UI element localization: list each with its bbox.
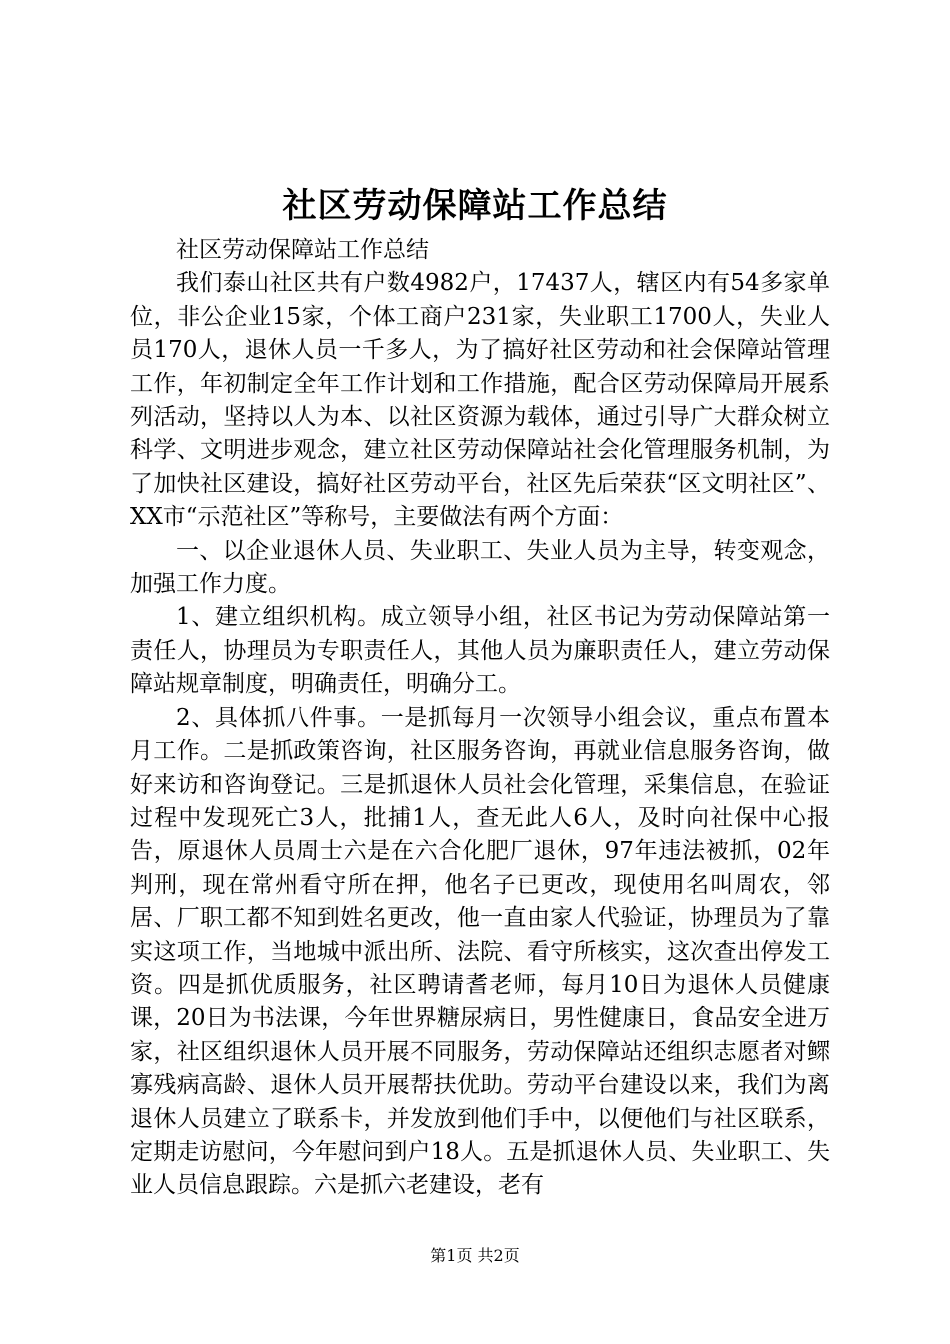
- paragraph-intro: 我们泰山社区共有户数4982户，17437人，辖区内有54多家单位，非公企业15家，个体工商户231家，失业职工1700人，失业人员170人，退休人员一千多人，为了搞好社区劳动和社会保障站管理工作，年初制定全年工作计划和工作措施，配合区劳动保障局开展系列活动，坚持以人为本、以社区资源为载体，通过引导广大群众树立科学、文明进步观念，建立社区劳动保障站社会化管理服务机制，为了加快社区建设，搞好社区劳动平台，社区先后荣获“区文明社区”、XX市“示范社区”等称号，主要做法有两个方面：: [130, 270, 830, 531]
- document-title: 社区劳动保障站工作总结: [282, 186, 668, 226]
- page-footer: 第1页 共2页: [430, 1246, 520, 1265]
- paragraph-subtitle: 社区劳动保障站工作总结: [176, 237, 429, 263]
- paragraph-item-two: 2、具体抓八件事。一是抓每月一次领导小组会议，重点布置本月工作。二是抓政策咨询，社区服务咨询，再就业信息服务咨询，做好来访和咨询登记。三是抓退休人员社会化管理，采集信息，在验证过程中发现死亡3人，批捕1人，查无此人6人，及时向社保中心报告，原退休人员周士六是在六合化肥厂退休，97年违法被抓，02年判刑，现在常州看守所在押，他名子已更改，现使用名叫周农，邻居、厂职工都不知到姓名更改，他一直由家人代验证，协理员为了靠实这项工作，当地城中派出所、法院、看守所核实，这次查出停发工资。四是抓优质服务，社区聘请耆老师，每月10日为退休人员健康课，20日为书法课，今年世界糖尿病日，男性健康日，食品安全进万家，社区组织退休人员开展不同服务，劳动保障站还组织志愿者对鳏寡残病高龄、退休人员开展帮扶优助。劳动平台建设以来，我们为离退休人员建立了联系卡，并发放到他们手中，以便他们与社区联系，定期走访慰问，今年慰问到户18人。五是抓退休人员、失业职工、失业人员信息跟踪。六是抓六老建设，老有: [130, 704, 830, 1199]
- paragraph-item-one: 1、建立组织机构。成立领导小组，社区书记为劳动保障站第一责任人，协理员为专职责任人，其他人员为廉职责任人，建立劳动保障站规章制度，明确责任，明确分工。: [130, 604, 830, 698]
- paragraph-section-one: 一、以企业退休人员、失业职工、失业人员为主导，转变观念，加强工作力度。: [130, 537, 830, 598]
- document-body: [130, 234, 830, 1203]
